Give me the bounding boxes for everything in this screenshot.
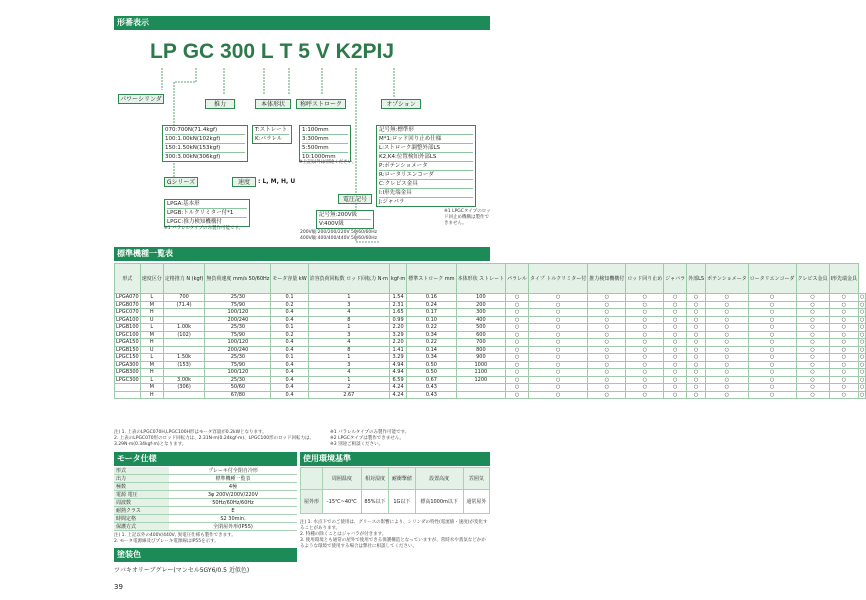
table-row: LPGC100 M (102) 75/90 0.2 3 3.29 0.34 600 ○ ○ ○ ○ ○ ○ ○ ○ ○ ○ ○: [116, 331, 865, 338]
option-note: ※1 LPGCタイプのロッド回止め機構は製作できません。: [444, 209, 491, 226]
section-header-env: 使用環境基準: [300, 452, 490, 466]
label-g-series: Gシリーズ: [164, 177, 198, 187]
table-row: LPGC070 H 100/120 0.4 4 1.65 0.17 300 ○ ○ ○ ○ ○ ○ ○ ○ ○ ○ ○: [116, 309, 865, 316]
shape-list: T:ストレート K:パラレル: [252, 125, 292, 144]
section-header-model: 形番表示: [114, 16, 490, 30]
table-row: LPGB070 M (71.4) 75/90 0.2 3 2.31 0.24 200 ○ ○ ○ ○ ○ ○ ○ ○ ○ ○ ○: [116, 301, 865, 308]
label-thrust: 推力: [205, 99, 235, 109]
table-row: LPGA070 L 700 25/30 0.1 1 1.54 0.16 100 ○ ○ ○ ○ ○ ○ ○ ○ ○ ○ ○: [116, 294, 865, 301]
label-option: オプション: [381, 99, 421, 109]
section-header-paint: 塗装色: [114, 548, 297, 562]
g-series-note: ※1 パラレルタイプのみ製作可能です。: [164, 226, 244, 231]
table-row: LPGA300 M (153) 75/90 0.4 3 4.94 0.50 1000 ○ ○ ○ ○ ○ ○ ○ ○ ○ ○ ○: [116, 361, 865, 368]
spec-legend: ※1 パラレルタイプのみ製作可能です。 ※2 LPGCタイプは製作できません。 ※3 別途ご相談ください。: [330, 430, 410, 447]
voltage-note: 200V級:200/200/220V 50/60/60Hz 400V級:400/400/440V 50/60/60Hz: [300, 230, 377, 241]
table-row: LPGA150 H 100/120 0.4 4 2.20 0.22 700 ○ ○ ○ ○ ○ ○ ○ ○ ○ ○ ○: [116, 339, 865, 346]
motor-row: 出力 標準機種一覧表: [114, 475, 297, 483]
table-row: LPGB300 H 100/120 0.4 4 4.94 0.50 1100 ○ ○ ○ ○ ○ ○ ○ ○ ○ ○ ○: [116, 369, 865, 376]
table-row: LPGB100 L 1.00k 25/30 0.1 1 2.20 0.22 500 ○ ○ ○ ○ ○ ○ ○ ○ ○ ○ ○: [116, 324, 865, 331]
label-voltage: 電圧記号: [338, 194, 372, 204]
model-code: LP GC 300 L T 5 V K2PIJ: [150, 40, 395, 63]
env-notes: 注) 1. 水点下でのご使用は、グリースの影響により、シリンダの特性(電流値・速度)が変化することがあります。 2. 特種の除くことはジャバラが付きます。 3. 使用環境とも通常の屋外で使用できる保護構造となっていますが、常時水や蒸気などかかるような環境で使用する場合は弊社に相談してください。: [300, 520, 488, 549]
label-stroke: 称呼ストローク: [296, 99, 346, 109]
motor-notes: 注) 1. 上記以外の400V/440V, 異電圧仕様も製作できます。 2. モータ電源線及びプレーキ電源線はIP55を示す。: [114, 533, 236, 544]
spec-table: 形式 速度区分 定格推力 N (kgf) 無負荷速度 mm/s 50/60Hz モータ容量 kW 許容負荷回転数 ロッド回転力 N·m kgf·m 標準ストローク mm 本体形状 ストレート パラレル タイプ トルクリミター付 推力検知機構付 ロッド回り止め ジャバラ 外部LS ポテンショメータ ロータリエンコーダ クレビス金具 I形先端金具 LPGA070 L 700 25/30 0.1 1 1.54 0.16 100 ○ ○ ○ ○ ○ ○ ○ ○ ○ ○ ○ LPGB070 M (71.4) 75/90 0.2 3 2.31 0.24 200 ○ ○ ○ ○ ○ ○ ○ ○ ○ ○ ○ LPGC070 H 100/120 0.4 4 1.65 0.17 300 ○ ○ ○ ○ ○ ○ ○ ○ ○ ○ ○ LPGA100 U 200/240 0.4 8 0.99 0.10 400 ○ ○ ○ ○ ○ ○ ○ ○ ○ ○ ○ LPGB100 L 1.00k 25/30 0.1 1 2.20 0.22 500 ○ ○ ○ ○ ○ ○ ○ ○ ○ ○ ○ LPGC100 M (102) 75/90 0.2 3 3.29 0.34 600 ○ ○ ○ ○ ○ ○ ○ ○ ○ ○ ○ LPGA150 H 100/120 0.4 4 2.20 0.22 700 ○ ○ ○ ○ ○ ○ ○ ○ ○ ○ ○ LPGB150 U 200/240 0.4 8 1.41 0.14 800 ○ ○ ○ ○ ○ ○ ○ ○ ○ ○ ○ LPGC150 L 1.50k 25/30 0.1 1 3.29 0.34 900 ○ ○ ○ ○ ○ ○ ○ ○ ○ ○ ○ LPGA300 M (153) 75/90 0.4 3 4.94 0.50 1000 ○ ○ ○ ○ ○ ○ ○ ○ ○ ○ ○ LPGB300 H 100/120 0.4 4 4.94 0.50 1100 ○ ○ ○ ○ ○ ○ ○ ○ ○ ○ ○ LPGC300 L 3.00k 25/30 0.4 1 6.59 0.67 1200 ○ ○ ○ ○ ○ ○ ○ ○ ○ ○ ○ M (306) 50/60 0.4 2 4.24 0.43 ○ ○ ○ ○ ○ ○ ○ ○ ○ ○ ○ H 67/80 0.4 2.67 4.24 0.43 ○ ○ ○ ○ ○ ○ ○ ○ ○ ○ ○: [114, 263, 866, 399]
motor-row: 時間定格 S2 30min.: [114, 515, 297, 523]
motor-row: 極数 4極: [114, 483, 297, 491]
page-number: 39: [114, 583, 123, 591]
paint-text: ツバキオリーブグレー(マンセル5GY6/0.5 近似色): [114, 567, 250, 574]
motor-row: 形式 プレーキ付全閉自冷形: [114, 467, 297, 475]
motor-row: 周波数 50Hz/60Hz/60Hz: [114, 499, 297, 507]
table-row: LPGC150 L 1.50k 25/30 0.1 1 3.29 0.34 900 ○ ○ ○ ○ ○ ○ ○ ○ ○ ○ ○: [116, 354, 865, 361]
table-row: LPGB150 U 200/240 0.4 8 1.41 0.14 800 ○ ○ ○ ○ ○ ○ ○ ○ ○ ○ ○: [116, 346, 865, 353]
stroke-note: ※上記以外は別途ください。: [299, 160, 357, 165]
motor-row: 電源 電圧 3φ 200V/200V/220V: [114, 491, 297, 499]
table-row: LPGA100 U 200/240 0.4 8 0.99 0.10 400 ○ ○ ○ ○ ○ ○ ○ ○ ○ ○ ○: [116, 316, 865, 323]
table-row: LPGC300 L 3.00k 25/30 0.4 1 6.59 0.67 1200 ○ ○ ○ ○ ○ ○ ○ ○ ○ ○ ○: [116, 376, 865, 383]
label-speed: 速度: [232, 177, 256, 187]
speed-values: : L, M, H, U: [258, 178, 296, 185]
spec-notes: 注) 1. 上表のLPGC070H,LPGC100H形はモータ容量が0.2kWとなります。 2. 上表のLPGC070形のロッド回転力は、2.31N·m(0.24kgf·m)、LPGC100形のロッド回転力は、3.29N·m(0.34kgf·m)となります。: [114, 430, 315, 447]
thrust-list: 070:700N(71.4kgf) 100:1.00kN(102kgf) 150:1.50kN(153kgf) 300:3.00kN(306kgf): [162, 125, 248, 162]
env-table: 周囲温度 相対湿度 耐衝撃値 設置高度 雰囲気 屋外形 -15℃~40℃ 85%以下 1G以下 標高1000m以下 通常屋外: [300, 467, 490, 514]
g-series-list: LPGA:基本形 LPGB:トルクリミター付*1 LPGC:推力検知機構付: [164, 199, 250, 227]
stroke-list: 1:100mm 3:300mm 5:500mm 10:1000mm: [299, 125, 351, 162]
option-list: 記号無:標準形 M*1:ロッド回り止め仕様 L:ストローク調整外部LS K2,K4:位置検知外部LS P:ポテンショメータ R:ロータリエンコーダ C:クレビス金具 I:I形先端金具 J:ジャバラ: [376, 125, 476, 207]
motor-row: 保護方式 全閉屋外形(IP55): [114, 523, 297, 531]
table-row: H 67/80 0.4 2.67 4.24 0.43 ○ ○ ○ ○ ○ ○ ○ ○ ○ ○ ○: [115, 391, 866, 399]
section-header-spec: 標準機種一覧表: [114, 247, 490, 261]
label-series: パワーシリンダ: [118, 94, 164, 104]
label-shape: 本体形状: [255, 99, 291, 109]
section-header-motor: モータ仕様: [114, 452, 297, 466]
voltage-list: 記号無:200V級 V:400V級: [316, 210, 374, 229]
motor-row: 耐熱クラス E: [114, 507, 297, 515]
motor-table: [114, 467, 297, 531]
table-row: M (306) 50/60 0.4 2 4.24 0.43 ○ ○ ○ ○ ○ ○ ○ ○ ○ ○ ○: [115, 384, 866, 392]
